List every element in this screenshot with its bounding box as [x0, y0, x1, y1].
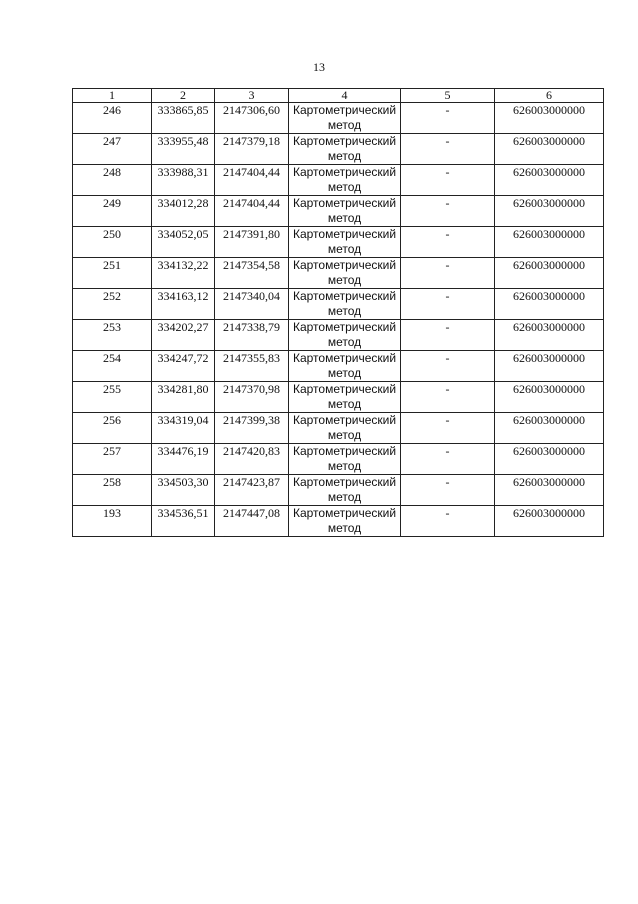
accuracy-cell: - — [401, 289, 495, 320]
table-row — [73, 351, 604, 382]
coord-x: 334281,80 — [152, 382, 215, 413]
table-row — [73, 103, 604, 134]
coord-y: 2147370,98 — [215, 382, 289, 413]
code-cell: 626003000000 — [495, 103, 604, 134]
point-number: 250 — [73, 227, 152, 258]
code-cell: 626003000000 — [495, 165, 604, 196]
accuracy-cell: - — [401, 413, 495, 444]
code-cell: 626003000000 — [495, 444, 604, 475]
method-line-1: Картометрический — [292, 289, 397, 303]
code-cell: 626003000000 — [495, 258, 604, 289]
column-header-5: 5 — [401, 89, 495, 103]
method-line-2: метод — [327, 304, 362, 318]
method-cell — [289, 289, 401, 320]
coord-x: 333865,85 — [152, 103, 215, 134]
accuracy-cell: - — [401, 103, 495, 134]
code-cell: 626003000000 — [495, 506, 604, 537]
method-line-2: метод — [327, 366, 362, 380]
coord-y: 2147404,44 — [215, 165, 289, 196]
method-cell — [289, 444, 401, 475]
coord-y: 2147338,79 — [215, 320, 289, 351]
table-row — [73, 165, 604, 196]
accuracy-cell: - — [401, 382, 495, 413]
method-line-2: метод — [327, 118, 362, 132]
point-number: 255 — [73, 382, 152, 413]
accuracy-cell: - — [401, 475, 495, 506]
method-line-1: Картометрический — [292, 444, 397, 458]
method-line-1: Картометрический — [292, 103, 397, 117]
method-cell — [289, 382, 401, 413]
point-number: 252 — [73, 289, 152, 320]
method-cell — [289, 475, 401, 506]
method-line-1: Картометрический — [292, 506, 397, 520]
accuracy-cell: - — [401, 227, 495, 258]
method-line-2: метод — [327, 428, 362, 442]
accuracy-cell: - — [401, 444, 495, 475]
coord-y: 2147379,18 — [215, 134, 289, 165]
table-row — [73, 506, 604, 537]
column-header-1: 1 — [73, 89, 152, 103]
point-number: 247 — [73, 134, 152, 165]
accuracy-cell: - — [401, 165, 495, 196]
method-cell — [289, 165, 401, 196]
coord-x: 334132,22 — [152, 258, 215, 289]
method-cell — [289, 103, 401, 134]
column-header-3: 3 — [215, 89, 289, 103]
code-cell: 626003000000 — [495, 289, 604, 320]
method-cell — [289, 258, 401, 289]
method-line-2: метод — [327, 149, 362, 163]
table-row — [73, 475, 604, 506]
code-cell: 626003000000 — [495, 196, 604, 227]
coord-y: 2147447,08 — [215, 506, 289, 537]
coord-x: 333988,31 — [152, 165, 215, 196]
point-number: 248 — [73, 165, 152, 196]
method-cell — [289, 227, 401, 258]
method-line-2: метод — [327, 490, 362, 504]
code-cell: 626003000000 — [495, 413, 604, 444]
point-number: 256 — [73, 413, 152, 444]
table-row — [73, 289, 604, 320]
header-row — [73, 89, 604, 103]
table-row — [73, 444, 604, 475]
point-number: 254 — [73, 351, 152, 382]
table-row — [73, 413, 604, 444]
coord-y: 2147404,44 — [215, 196, 289, 227]
table-row — [73, 320, 604, 351]
method-line-1: Картометрический — [292, 258, 397, 272]
method-line-2: метод — [327, 397, 362, 411]
column-header-2: 2 — [152, 89, 215, 103]
point-number: 249 — [73, 196, 152, 227]
code-cell: 626003000000 — [495, 475, 604, 506]
method-cell — [289, 351, 401, 382]
coord-x: 334476,19 — [152, 444, 215, 475]
accuracy-cell: - — [401, 506, 495, 537]
method-line-2: метод — [327, 335, 362, 349]
method-cell — [289, 413, 401, 444]
coord-y: 2147399,38 — [215, 413, 289, 444]
coord-y: 2147340,04 — [215, 289, 289, 320]
code-cell: 626003000000 — [495, 227, 604, 258]
accuracy-cell: - — [401, 351, 495, 382]
method-line-1: Картометрический — [292, 382, 397, 396]
coord-y: 2147354,58 — [215, 258, 289, 289]
method-line-2: метод — [327, 180, 362, 194]
method-line-1: Картометрический — [292, 196, 397, 210]
accuracy-cell: - — [401, 258, 495, 289]
point-number: 258 — [73, 475, 152, 506]
method-line-2: метод — [327, 521, 362, 535]
code-cell: 626003000000 — [495, 134, 604, 165]
coord-y: 2147306,60 — [215, 103, 289, 134]
coord-x: 334163,12 — [152, 289, 215, 320]
coord-x: 334012,28 — [152, 196, 215, 227]
table-row — [73, 227, 604, 258]
coord-y: 2147423,87 — [215, 475, 289, 506]
page-number: 13 — [313, 60, 325, 74]
code-cell: 626003000000 — [495, 351, 604, 382]
method-line-1: Картометрический — [292, 475, 397, 489]
column-header-6: 6 — [495, 89, 604, 103]
method-line-2: метод — [327, 273, 362, 287]
method-line-1: Картометрический — [292, 165, 397, 179]
code-cell: 626003000000 — [495, 382, 604, 413]
table-row — [73, 196, 604, 227]
method-line-1: Картометрический — [292, 227, 397, 241]
method-cell — [289, 134, 401, 165]
accuracy-cell: - — [401, 196, 495, 227]
coord-x: 334319,04 — [152, 413, 215, 444]
table-row — [73, 258, 604, 289]
coord-x: 334503,30 — [152, 475, 215, 506]
point-number: 253 — [73, 320, 152, 351]
column-header-4: 4 — [289, 89, 401, 103]
table-row — [73, 134, 604, 165]
method-line-2: метод — [327, 459, 362, 473]
method-line-1: Картометрический — [292, 320, 397, 334]
accuracy-cell: - — [401, 134, 495, 165]
method-cell — [289, 506, 401, 537]
code-cell: 626003000000 — [495, 320, 604, 351]
coord-x: 333955,48 — [152, 134, 215, 165]
accuracy-cell: - — [401, 320, 495, 351]
method-cell — [289, 320, 401, 351]
coord-x: 334052,05 — [152, 227, 215, 258]
method-line-2: метод — [327, 211, 362, 225]
method-line-1: Картометрический — [292, 134, 397, 148]
coord-y: 2147391,80 — [215, 227, 289, 258]
coord-x: 334202,27 — [152, 320, 215, 351]
method-line-1: Картометрический — [292, 413, 397, 427]
method-cell — [289, 196, 401, 227]
point-number: 246 — [73, 103, 152, 134]
point-number: 257 — [73, 444, 152, 475]
coord-x: 334247,72 — [152, 351, 215, 382]
table-row — [73, 382, 604, 413]
coord-x: 334536,51 — [152, 506, 215, 537]
coord-y: 2147355,83 — [215, 351, 289, 382]
coord-y: 2147420,83 — [215, 444, 289, 475]
point-number: 251 — [73, 258, 152, 289]
method-line-2: метод — [327, 242, 362, 256]
point-number: 193 — [73, 506, 152, 537]
method-line-1: Картометрический — [292, 351, 397, 365]
coordinates-table — [72, 88, 604, 537]
